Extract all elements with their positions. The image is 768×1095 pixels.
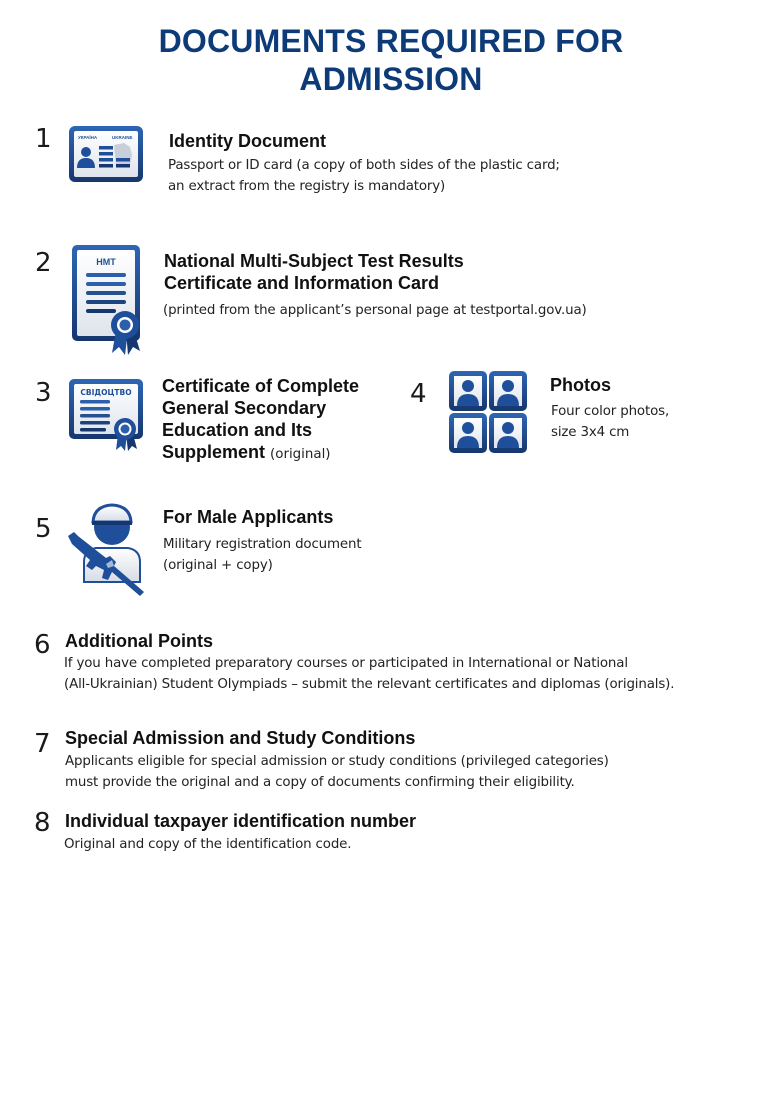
photo-frame: [489, 371, 527, 411]
item-number: 2: [35, 248, 52, 278]
item-heading: Individual taxpayer identification number: [65, 811, 417, 831]
item-note: (original): [270, 447, 331, 462]
item-heading: National Multi-Subject Test Results Certificate and Information Card: [164, 251, 464, 293]
photo-frame: [449, 413, 487, 453]
item-description: If you have completed preparatory courses or participated in International or National (All-Ukrainian) Student Olympiads – submit the relevant certificates and diplomas (originals).: [64, 656, 675, 692]
item-description: Original and copy of the identification code.: [64, 837, 352, 852]
certificate-icon-label: НМТ: [96, 257, 116, 267]
id-card-icon: [68, 125, 144, 183]
item-heading: Special Admission and Study Conditions: [65, 728, 416, 748]
item-number: 4: [410, 379, 427, 409]
photos-icon: [448, 370, 528, 454]
photo-frame: [449, 371, 487, 411]
item-heading: Additional Points: [65, 631, 213, 651]
item-description: Military registration document (original + copy): [163, 537, 362, 573]
item-heading: For Male Applicants: [163, 507, 334, 527]
page-title-line-2: ADMISSION: [299, 61, 483, 97]
page-title-line-1: DOCUMENTS REQUIRED FOR: [158, 23, 624, 59]
item-heading: Certificate of Complete General Secondary Education and Its Supplement (original): [162, 376, 360, 462]
item-number: 5: [35, 514, 52, 544]
item-heading: Photos: [550, 375, 611, 395]
item-number: 1: [35, 124, 52, 154]
diploma-icon-label: СВІДОЦТВО: [80, 388, 132, 397]
diploma-icon: [68, 378, 146, 452]
item-number: 8: [34, 808, 51, 838]
id-card-label-ua: УКРАЇНА: [78, 135, 98, 140]
item-description: Passport or ID card (a copy of both sides of the plastic card; an extract from the registry is mandatory): [168, 158, 560, 194]
page-title: [0, 22, 768, 98]
certificate-icon: [70, 243, 144, 361]
item-number: 6: [34, 630, 51, 660]
item-description: Four color photos, size 3x4 cm: [551, 404, 670, 440]
item-number: 7: [34, 729, 51, 759]
photo-frame: [489, 413, 527, 453]
item-number: 3: [35, 378, 52, 408]
soldier-icon: [66, 500, 152, 598]
item-heading: Identity Document: [169, 131, 327, 151]
id-card-label-en: UKRAINE: [112, 135, 133, 140]
item-description: (printed from the applicant’s personal page at testportal.gov.ua): [163, 303, 587, 318]
item-description: Applicants eligible for special admission or study conditions (privileged categories) must provide the original and a copy of documents confirming their eligibility.: [65, 754, 609, 790]
